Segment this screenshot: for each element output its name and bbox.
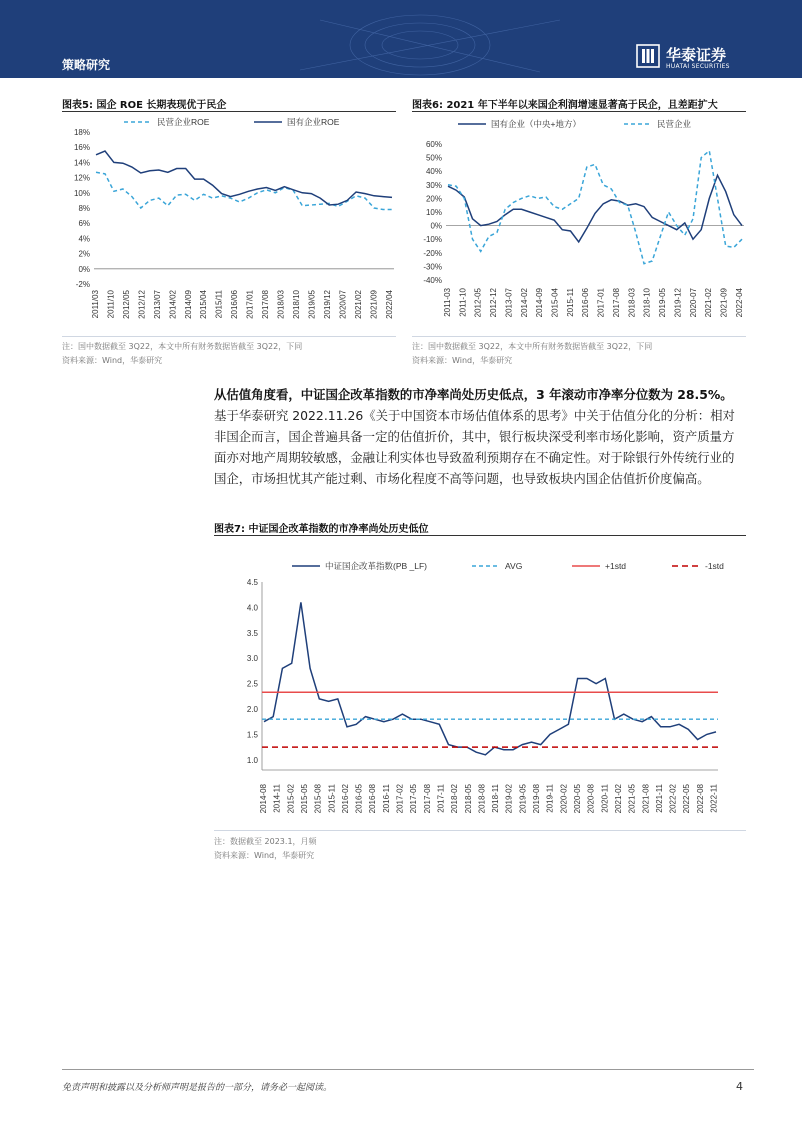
y-tick-label: 18% bbox=[73, 128, 90, 137]
y-tick-label: 10% bbox=[73, 188, 90, 198]
x-tick-label: 2014-09 bbox=[535, 288, 545, 318]
x-tick-label: 2014/09 bbox=[183, 290, 193, 319]
x-tick-label: 2022-11 bbox=[709, 784, 719, 813]
x-tick-label: 2018/03 bbox=[276, 290, 286, 319]
page-header bbox=[0, 0, 802, 78]
y-tick-label: 60% bbox=[425, 140, 442, 149]
figure5-source: 资料来源：Wind，华泰研究 bbox=[62, 356, 163, 365]
legend-label-1: AVG bbox=[505, 561, 523, 571]
x-tick-label: 2017-08 bbox=[611, 288, 621, 318]
legend-label-0: 国有企业（中央+地方） bbox=[491, 119, 581, 129]
x-tick-label: 2017-02 bbox=[395, 784, 405, 814]
x-tick-label: 2019/12 bbox=[322, 290, 332, 319]
x-tick-label: 2016-11 bbox=[381, 784, 391, 813]
y-tick-label: 2.0 bbox=[246, 705, 258, 715]
brand-name: 华泰证券 bbox=[666, 46, 727, 64]
x-tick-label: 2018-10 bbox=[642, 288, 652, 318]
legend-label-0: 民营企业ROE bbox=[157, 117, 210, 127]
series-line-1 bbox=[448, 151, 742, 264]
legend-label-2: +1std bbox=[605, 561, 627, 571]
valuation-paragraph bbox=[214, 384, 744, 489]
x-tick-label: 2021-08 bbox=[641, 784, 651, 814]
x-tick-label: 2014/02 bbox=[168, 290, 178, 319]
pb-chart bbox=[214, 548, 746, 830]
x-tick-label: 2021-09 bbox=[719, 288, 729, 318]
x-tick-label: 2012-05 bbox=[473, 288, 483, 318]
legend-label-1: 国有企业ROE bbox=[287, 117, 340, 127]
series-line-1 bbox=[96, 151, 392, 205]
x-tick-label: 2018-05 bbox=[463, 784, 473, 814]
x-tick-label: 2015-04 bbox=[550, 288, 560, 318]
x-tick-label: 2012/12 bbox=[137, 290, 147, 319]
x-tick-label: 2017/01 bbox=[245, 290, 255, 319]
x-tick-label: 2019-12 bbox=[673, 288, 683, 318]
x-tick-label: 2022/04 bbox=[384, 290, 394, 319]
x-tick-label: 2017-05 bbox=[409, 784, 419, 814]
x-tick-label: 2018-02 bbox=[450, 784, 460, 814]
y-tick-label: 12% bbox=[73, 173, 90, 183]
y-tick-label: 2% bbox=[78, 249, 90, 259]
x-tick-label: 2020-08 bbox=[586, 784, 596, 814]
x-tick-label: 2016-08 bbox=[368, 784, 378, 814]
x-tick-label: 2018-11 bbox=[491, 784, 501, 813]
y-tick-label: -40% bbox=[423, 276, 442, 285]
x-tick-label: 2011-10 bbox=[458, 288, 468, 317]
y-tick-label: -2% bbox=[75, 280, 90, 289]
x-tick-label: 2017-11 bbox=[436, 784, 446, 813]
y-tick-label: 10% bbox=[425, 208, 442, 217]
x-tick-label: 2019/05 bbox=[307, 290, 317, 319]
x-tick-label: 2015/11 bbox=[214, 290, 224, 319]
y-tick-label: 1.5 bbox=[246, 730, 258, 740]
x-tick-label: 2018-08 bbox=[477, 784, 487, 814]
x-tick-label: 2015-11 bbox=[327, 784, 337, 813]
brand-name-en: HUATAI SECURITIES bbox=[666, 63, 730, 70]
x-tick-label: 2018/10 bbox=[292, 290, 302, 319]
x-tick-label: 2011/03 bbox=[91, 290, 100, 319]
x-tick-label: 2016-02 bbox=[340, 784, 350, 814]
x-tick-label: 2014-11 bbox=[272, 784, 282, 813]
x-tick-label: 2015-05 bbox=[299, 784, 309, 814]
y-tick-label: 0% bbox=[430, 221, 442, 231]
paragraph-body: 基于华泰研究 2022.11.26《关于中国资本市场估值体系的思考》中关于估值分化的分析：相对非国企而言，国企普遍具备一定的估值折价，其中，银行板块深受利率市场化影响，资产质量方面亦对地产周期较敏感，金融让利实体也导致盈利预期存在不确定性。对于除银行外传统行业的国企，市场担忧其产能过剩、市场化程度不高等问题，也导致板块内国企估值折价度偏高。 bbox=[214, 408, 735, 486]
figure7-note: 注：数据截至 2023.1，月频 bbox=[214, 837, 317, 846]
y-tick-label: 3.0 bbox=[246, 654, 258, 664]
y-tick-label: 6% bbox=[78, 219, 90, 229]
roe-chart bbox=[60, 112, 400, 336]
x-tick-label: 2021/02 bbox=[353, 290, 363, 319]
x-tick-label: 2020-05 bbox=[573, 784, 583, 814]
x-tick-label: 2015-02 bbox=[286, 784, 296, 814]
y-tick-label: 3.5 bbox=[246, 628, 258, 638]
footer-disclaimer: 免责声明和披露以及分析师声明是报告的一部分，请务必一起阅读。 bbox=[62, 1083, 333, 1093]
x-tick-label: 2014-08 bbox=[259, 784, 268, 814]
x-tick-label: 2022-08 bbox=[695, 784, 705, 814]
x-tick-label: 2015-08 bbox=[313, 784, 323, 814]
y-tick-label: -20% bbox=[423, 248, 442, 258]
series-line-0 bbox=[264, 602, 716, 755]
figure5-title: 图表5: 国企 ROE 长期表现优于民企 bbox=[62, 100, 227, 111]
figure7-bottom-rule bbox=[214, 830, 746, 831]
x-tick-label: 2012-12 bbox=[489, 288, 499, 318]
figure7-rule bbox=[214, 535, 746, 536]
x-tick-label: 2016-06 bbox=[581, 288, 591, 318]
x-tick-label: 2014-02 bbox=[519, 288, 529, 318]
y-tick-label: 30% bbox=[425, 180, 442, 190]
x-tick-label: 2017/08 bbox=[261, 290, 271, 319]
figure7-title: 图表7: 中证国企改革指数的市净率尚处历史低位 bbox=[214, 524, 429, 535]
x-tick-label: 2021-11 bbox=[654, 784, 664, 813]
page-number: 4 bbox=[736, 1080, 743, 1093]
x-tick-label: 2020-11 bbox=[600, 784, 610, 813]
y-tick-label: 4.0 bbox=[246, 603, 258, 613]
x-tick-label: 2011/10 bbox=[106, 290, 116, 319]
x-tick-label: 2013-07 bbox=[504, 288, 514, 318]
x-tick-label: 2021-02 bbox=[704, 288, 714, 318]
y-tick-label: 4.5 bbox=[246, 578, 258, 587]
figure6-bottom-rule bbox=[412, 336, 746, 337]
x-tick-label: 2011-03 bbox=[443, 288, 452, 317]
y-tick-label: 1.0 bbox=[246, 755, 258, 765]
x-tick-label: 2017-08 bbox=[422, 784, 432, 814]
y-tick-label: 50% bbox=[425, 153, 442, 163]
legend-label-1: 民营企业 bbox=[657, 119, 692, 129]
series-line-0 bbox=[96, 172, 392, 209]
x-tick-label: 2016/06 bbox=[230, 290, 240, 319]
y-tick-label: 40% bbox=[425, 167, 442, 177]
x-tick-label: 2022-04 bbox=[734, 288, 744, 318]
x-tick-label: 2017-01 bbox=[596, 288, 606, 318]
y-tick-label: 4% bbox=[78, 234, 90, 244]
x-tick-label: 2021-05 bbox=[627, 784, 637, 814]
x-tick-label: 2015-11 bbox=[565, 288, 575, 317]
footer-rule bbox=[62, 1069, 754, 1070]
y-tick-label: 0% bbox=[78, 264, 90, 274]
x-tick-label: 2019-02 bbox=[504, 784, 514, 814]
figure7-source: 资料来源：Wind，华泰研究 bbox=[214, 851, 315, 860]
figure6-source: 资料来源：Wind，华泰研究 bbox=[412, 356, 513, 365]
x-tick-label: 2018-03 bbox=[627, 288, 637, 318]
x-tick-label: 2020-07 bbox=[688, 288, 698, 318]
x-tick-label: 2020-02 bbox=[559, 784, 569, 814]
x-tick-label: 2021-02 bbox=[613, 784, 623, 814]
legend-label-3: -1std bbox=[705, 561, 724, 571]
y-tick-label: 14% bbox=[73, 158, 90, 168]
figure6-title: 图表6: 2021 年下半年以来国企利润增速显著高于民企，且差距扩大 bbox=[412, 100, 718, 111]
profit-chart bbox=[410, 112, 750, 336]
x-tick-label: 2021/09 bbox=[369, 290, 379, 319]
paragraph-lead: 从估值角度看，中证国企改革指数的市净率尚处历史低点，3 年滚动市净率分位数为 28.5%。 bbox=[214, 387, 733, 402]
y-tick-label: -30% bbox=[423, 262, 442, 272]
x-tick-label: 2015/04 bbox=[199, 290, 209, 319]
figure6-note: 注：国中数据截至 3Q22，本文中所有财务数据皆截至 3Q22，下同 bbox=[412, 342, 653, 351]
y-tick-label: 8% bbox=[78, 204, 90, 213]
x-tick-label: 2022-05 bbox=[682, 784, 692, 814]
x-tick-label: 2019-05 bbox=[518, 784, 528, 814]
section-title: 策略研究 bbox=[62, 58, 111, 72]
legend-label-0: 中证国企改革指数(PB _LF) bbox=[325, 561, 428, 571]
x-tick-label: 2013/07 bbox=[152, 290, 162, 319]
huatai-logo-icon bbox=[636, 44, 660, 68]
y-tick-label: 20% bbox=[425, 194, 442, 204]
x-tick-label: 2019-05 bbox=[658, 288, 668, 318]
figure5-note: 注：国中数据截至 3Q22，本文中所有财务数据皆截至 3Q22，下同 bbox=[62, 342, 303, 351]
x-tick-label: 2022-02 bbox=[668, 784, 678, 814]
y-tick-label: 2.5 bbox=[246, 679, 258, 689]
x-tick-label: 2012/05 bbox=[121, 290, 131, 319]
figure5-bottom-rule bbox=[62, 336, 396, 337]
y-tick-label: -10% bbox=[423, 235, 442, 245]
brand-logo bbox=[636, 44, 746, 74]
x-tick-label: 2020/07 bbox=[338, 290, 348, 319]
x-tick-label: 2019-08 bbox=[532, 784, 542, 814]
y-tick-label: 16% bbox=[73, 143, 90, 153]
x-tick-label: 2019-11 bbox=[545, 784, 555, 813]
x-tick-label: 2016-05 bbox=[354, 784, 364, 814]
